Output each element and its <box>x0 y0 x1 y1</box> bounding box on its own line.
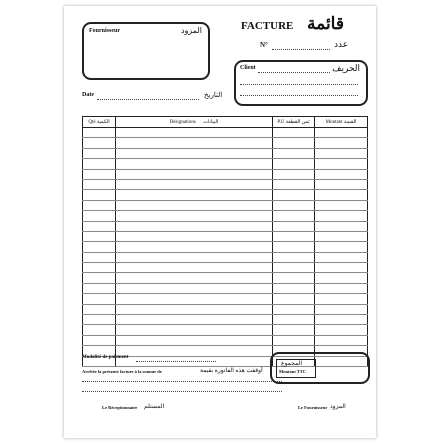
table-cell <box>116 335 273 345</box>
date-label-ar: التاريخ <box>204 91 223 99</box>
table-cell <box>273 304 315 314</box>
table-row <box>83 304 368 314</box>
table-cell <box>116 211 273 221</box>
date-line <box>97 99 199 100</box>
table-cell <box>315 200 368 210</box>
table-cell <box>83 263 116 273</box>
table-cell <box>315 252 368 262</box>
invoice-title-ar: قائمة <box>307 14 344 33</box>
table-cell <box>116 315 273 325</box>
table-row <box>83 231 368 241</box>
invoice-number-label-fr: N° <box>260 41 268 49</box>
table-cell <box>273 148 315 158</box>
table-cell <box>273 159 315 169</box>
table-cell <box>273 231 315 241</box>
table-cell <box>83 211 116 221</box>
table-row <box>83 273 368 283</box>
table-cell <box>315 148 368 158</box>
table-cell <box>116 231 273 241</box>
table-cell <box>83 231 116 241</box>
table-row <box>83 315 368 325</box>
table-cell <box>116 159 273 169</box>
table-cell <box>315 159 368 169</box>
invoice-title-fr: FACTURE <box>241 20 294 32</box>
table-cell <box>83 325 116 335</box>
table-cell <box>116 200 273 210</box>
table-cell <box>116 304 273 314</box>
table-cell <box>273 200 315 210</box>
table-cell <box>273 294 315 304</box>
unit-price-label-ar: ثمن القطعة <box>285 120 310 125</box>
table-cell <box>273 283 315 293</box>
items-table <box>82 116 368 367</box>
amount-in-words-label-fr: Arrêtée la présente facture à la somme de <box>82 369 162 374</box>
invoice-number-line <box>272 49 330 50</box>
total-box <box>270 352 370 384</box>
table-cell <box>116 273 273 283</box>
table-row <box>83 325 368 335</box>
table-row <box>83 138 368 148</box>
table-row <box>83 221 368 231</box>
table-cell <box>273 169 315 179</box>
table-cell <box>116 179 273 189</box>
table-cell <box>315 242 368 252</box>
supplier-box <box>82 22 210 80</box>
table-row <box>83 159 368 169</box>
table-cell <box>315 190 368 200</box>
column-header-unit-price <box>273 117 315 128</box>
date-label-fr: Date <box>82 92 94 98</box>
table-cell <box>315 294 368 304</box>
table-cell <box>83 138 116 148</box>
table-cell <box>273 179 315 189</box>
table-cell <box>315 304 368 314</box>
receiver-label-fr: Le Réceptionnaire <box>102 405 138 410</box>
table-cell <box>273 325 315 335</box>
qty-label-ar: الكمية <box>96 120 110 125</box>
table-cell <box>273 190 315 200</box>
table-cell <box>83 252 116 262</box>
client-line-2 <box>240 84 358 85</box>
table-cell <box>116 263 273 273</box>
table-cell <box>273 221 315 231</box>
table-cell <box>273 263 315 273</box>
receiver-label-ar: المستلم <box>144 404 165 410</box>
qty-label-fr: Qté <box>88 120 96 125</box>
total-label-ar: المجموع <box>281 361 302 367</box>
column-header-qty <box>83 117 116 128</box>
table-cell <box>116 242 273 252</box>
table-row <box>83 242 368 252</box>
designations-label-fr: Désignations <box>169 120 196 125</box>
table-row <box>83 128 368 138</box>
table-cell <box>116 294 273 304</box>
table-header-row <box>83 117 368 128</box>
table-cell <box>83 273 116 283</box>
table-cell <box>116 190 273 200</box>
table-cell <box>83 294 116 304</box>
table-row <box>83 179 368 189</box>
table-cell <box>273 211 315 221</box>
table-row <box>83 169 368 179</box>
table-row <box>83 211 368 221</box>
table-row <box>83 252 368 262</box>
table-cell <box>83 148 116 158</box>
table-cell <box>315 128 368 138</box>
table-cell <box>83 304 116 314</box>
amount-label-fr: Montant <box>325 120 343 125</box>
table-cell <box>273 335 315 345</box>
table-cell <box>315 231 368 241</box>
designations-label-ar: البيانات <box>203 120 219 125</box>
table-row <box>83 200 368 210</box>
table-row <box>83 263 368 273</box>
table-row <box>83 190 368 200</box>
amount-in-words-label-ar: أوقفت هذه الفاتورة بقيمة <box>200 368 263 374</box>
table-cell <box>83 159 116 169</box>
table-cell <box>315 325 368 335</box>
table-cell <box>315 335 368 345</box>
table-cell <box>116 252 273 262</box>
table-row <box>83 283 368 293</box>
table-cell <box>315 283 368 293</box>
amount-label-ar: القيمة <box>343 120 357 125</box>
table-cell <box>315 138 368 148</box>
table-cell <box>116 148 273 158</box>
supplier-signature-label-fr: Le Fournisseur <box>298 405 328 410</box>
table-cell <box>315 179 368 189</box>
table-cell <box>315 221 368 231</box>
total-label-fr: Montant TTC <box>279 369 307 374</box>
invoice-number-label-ar: عدد <box>334 39 349 49</box>
client-line-3 <box>240 95 358 96</box>
table-cell <box>83 315 116 325</box>
client-line-1 <box>258 72 330 73</box>
table-cell <box>116 138 273 148</box>
table-cell <box>116 221 273 231</box>
table-cell <box>116 283 273 293</box>
table-cell <box>315 273 368 283</box>
table-cell <box>273 252 315 262</box>
table-cell <box>273 138 315 148</box>
total-label-box <box>276 359 316 378</box>
table-cell <box>83 335 116 345</box>
table-cell <box>315 169 368 179</box>
supplier-signature-label-ar: المزود <box>330 404 346 410</box>
column-header-designations <box>116 117 273 128</box>
amount-in-words-line-1 <box>82 381 282 382</box>
table-row <box>83 335 368 345</box>
supplier-label-ar: المزود <box>180 26 202 35</box>
client-box <box>234 60 368 106</box>
payment-method-line <box>136 361 216 362</box>
table-cell <box>315 315 368 325</box>
table-cell <box>83 200 116 210</box>
payment-method-label: Modalité de paiement <box>82 355 129 360</box>
column-header-amount <box>315 117 368 128</box>
table-cell <box>83 169 116 179</box>
amount-in-words-line-2 <box>82 391 282 392</box>
table-cell <box>83 221 116 231</box>
table-cell <box>83 128 116 138</box>
table-cell <box>83 179 116 189</box>
table-cell <box>116 325 273 335</box>
table-cell <box>116 128 273 138</box>
table-cell <box>83 190 116 200</box>
table-row <box>83 294 368 304</box>
table-cell <box>315 263 368 273</box>
table-cell <box>273 315 315 325</box>
table-cell <box>273 242 315 252</box>
item-rows <box>83 128 368 367</box>
table-cell <box>83 283 116 293</box>
client-label-fr: Client <box>240 65 256 71</box>
table-cell <box>83 242 116 252</box>
table-cell <box>273 273 315 283</box>
table-cell <box>116 346 273 356</box>
unit-price-label-fr: P.U <box>277 120 285 125</box>
invoice-sheet <box>64 6 376 438</box>
table-cell <box>116 169 273 179</box>
table-cell <box>273 128 315 138</box>
table-row <box>83 148 368 158</box>
client-label-ar: الحريف <box>332 63 360 73</box>
supplier-label-fr: Fournisseur <box>89 28 121 34</box>
table-cell <box>315 211 368 221</box>
